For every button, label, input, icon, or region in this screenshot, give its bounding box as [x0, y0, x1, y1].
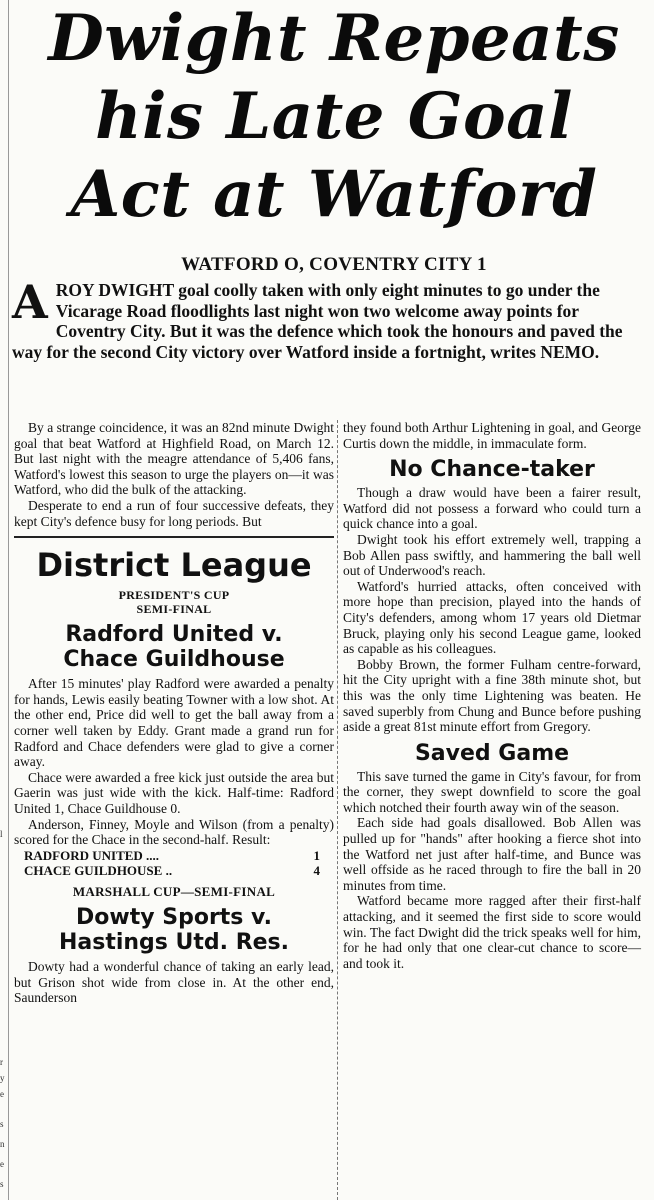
body-paragraph: Anderson, Finney, Moyle and Wilson (from a penalty) scored for the Chace in the second-half. Result: — [14, 816, 334, 848]
headline-line-1: Dwight Repeats — [48, 1, 620, 76]
score-line: WATFORD O, COVENTRY CITY 1 — [181, 254, 487, 275]
match-heading-2 — [14, 905, 334, 955]
cup-round: SEMI-FINAL — [136, 602, 212, 617]
match-heading-line: Hastings Utd. Res. — [58, 930, 290, 956]
drop-cap: A — [12, 275, 48, 329]
body-paragraph: Desperate to end a run of four successive defeats, they kept City's defence busy for long periods. But — [14, 497, 334, 529]
column-divider — [337, 420, 339, 1200]
district-league-title: District League — [36, 546, 312, 585]
intro-text: ROY DWIGHT goal coolly taken with only eight minutes to go under the Vicarage Road floodlights last night won two welcome away points for Coventry City. But it was the defence which took the honours and paved the way for the second City victory over Watford inside a fortnight, writes NEMO. — [12, 280, 623, 362]
strip-letter: l — [0, 829, 3, 839]
strip-letter: s — [0, 1179, 4, 1189]
body-paragraph: Dwight took his effort extremely well, trapping a Bob Allen pass swiftly, and hammering the ball well out of Underwood's reach. — [343, 531, 641, 579]
crosshead-no-chance-taker: No Chance-taker — [389, 457, 595, 483]
result-team: CHACE GUILDHOUSE .. — [24, 862, 173, 878]
match-heading-line: Radford United v. — [65, 622, 283, 648]
match-heading-1 — [14, 622, 334, 672]
right-column — [343, 420, 641, 971]
result-score: 1 — [313, 847, 320, 863]
marshall-cup-heading: MARSHALL CUP—SEMI-FINAL — [72, 883, 276, 899]
strip-letter: r — [0, 1057, 3, 1067]
headline-line-2: his Late Goal — [95, 79, 573, 154]
strip-letter: y — [0, 1073, 5, 1083]
result-team: RADFORD UNITED .... — [24, 847, 160, 863]
headline — [14, 0, 654, 234]
match-heading-line: Dowty Sports v. — [76, 905, 272, 931]
strip-letter: e — [0, 1089, 4, 1099]
strip-letter: e — [0, 1159, 4, 1169]
body-paragraph: By a strange coincidence, it was an 82nd minute Dwight goal that beat Watford at Highfield Road, on March 12. But last night with the meagre attendance of 5,406 fans, Watford's lowest this season to urge the players on—it was Watford, who did the bulk of the attacking. — [14, 420, 334, 498]
body-paragraph: Chace were awarded a free kick just outside the area but Gaerin was just wide with the kick. Half-time: Radford United 1, Chace Guildhouse 0. — [14, 769, 334, 816]
body-paragraph: Each side had goals disallowed. Bob Allen was pulled up for "hands" after hooking a fierce shot into the Watford net just after half-time, and Bunce was well offside as he raced through to fire the ball in 20 minutes from time. — [343, 815, 641, 893]
left-column — [14, 420, 334, 1006]
section-rule — [14, 536, 334, 538]
body-paragraph: This save turned the game in City's favour, for from the corner, they swept downfield to score the goal which notched their fourth away win of the season. — [343, 768, 641, 815]
body-paragraph: Bobby Brown, the former Fulham centre-forward, hit the City upright with a fine 38th minute shot, but this was the only time Lightening was beaten. He saved superbly from Chung and Bunce before pushing aside a great 81st minute effort from Gregory. — [343, 656, 641, 735]
headline-line-3: Act at Watford — [70, 157, 598, 232]
cup-name: PRESIDENT'S CUP — [118, 588, 230, 603]
strip-letter: s — [0, 1119, 4, 1129]
result-row — [14, 848, 334, 863]
match-heading-line: Chace Guildhouse — [63, 647, 285, 673]
result-row — [14, 863, 334, 878]
strip-letter: n — [0, 1139, 5, 1149]
result-score: 4 — [313, 862, 320, 878]
body-paragraph: Watford became more ragged after their first-half attacking, and it seemed the first side to score would win. The fact Dwight did the trick speaks well for him, for he had only that one clear-cut chance to score—and took it. — [343, 893, 641, 971]
body-paragraph: Watford's hurried attacks, often conceived with more hope than precision, played into the hands of City's defenders, among whom 17 years old Dietmar Bruck, playing only his second League game, looked as capable as his colleagues. — [343, 578, 641, 657]
body-paragraph: After 15 minutes' play Radford were awarded a penalty for hands, Lewis easily beating Towner with a low shot. At the other end, Price did well to get the ball away from a corner well taken by Eddy. Grant made a grand run for Radford and Chace defenders were glad to give a corner away. — [14, 676, 334, 770]
body-paragraph: Though a draw would have been a fairer result, Watford did not possess a forward who could turn a quick chance into a goal. — [343, 485, 641, 532]
crosshead-saved-game: Saved Game — [414, 740, 570, 766]
intro-paragraph — [12, 275, 640, 362]
body-paragraph: Dowty had a wonderful chance of taking an early lead, but Grison shot wide from close in. At the other end, Saunderson — [14, 959, 334, 1006]
adjacent-column-strip — [0, 0, 9, 1200]
body-paragraph: they found both Arthur Lightening in goal, and George Curtis down the middle, in immaculate form. — [343, 420, 641, 451]
